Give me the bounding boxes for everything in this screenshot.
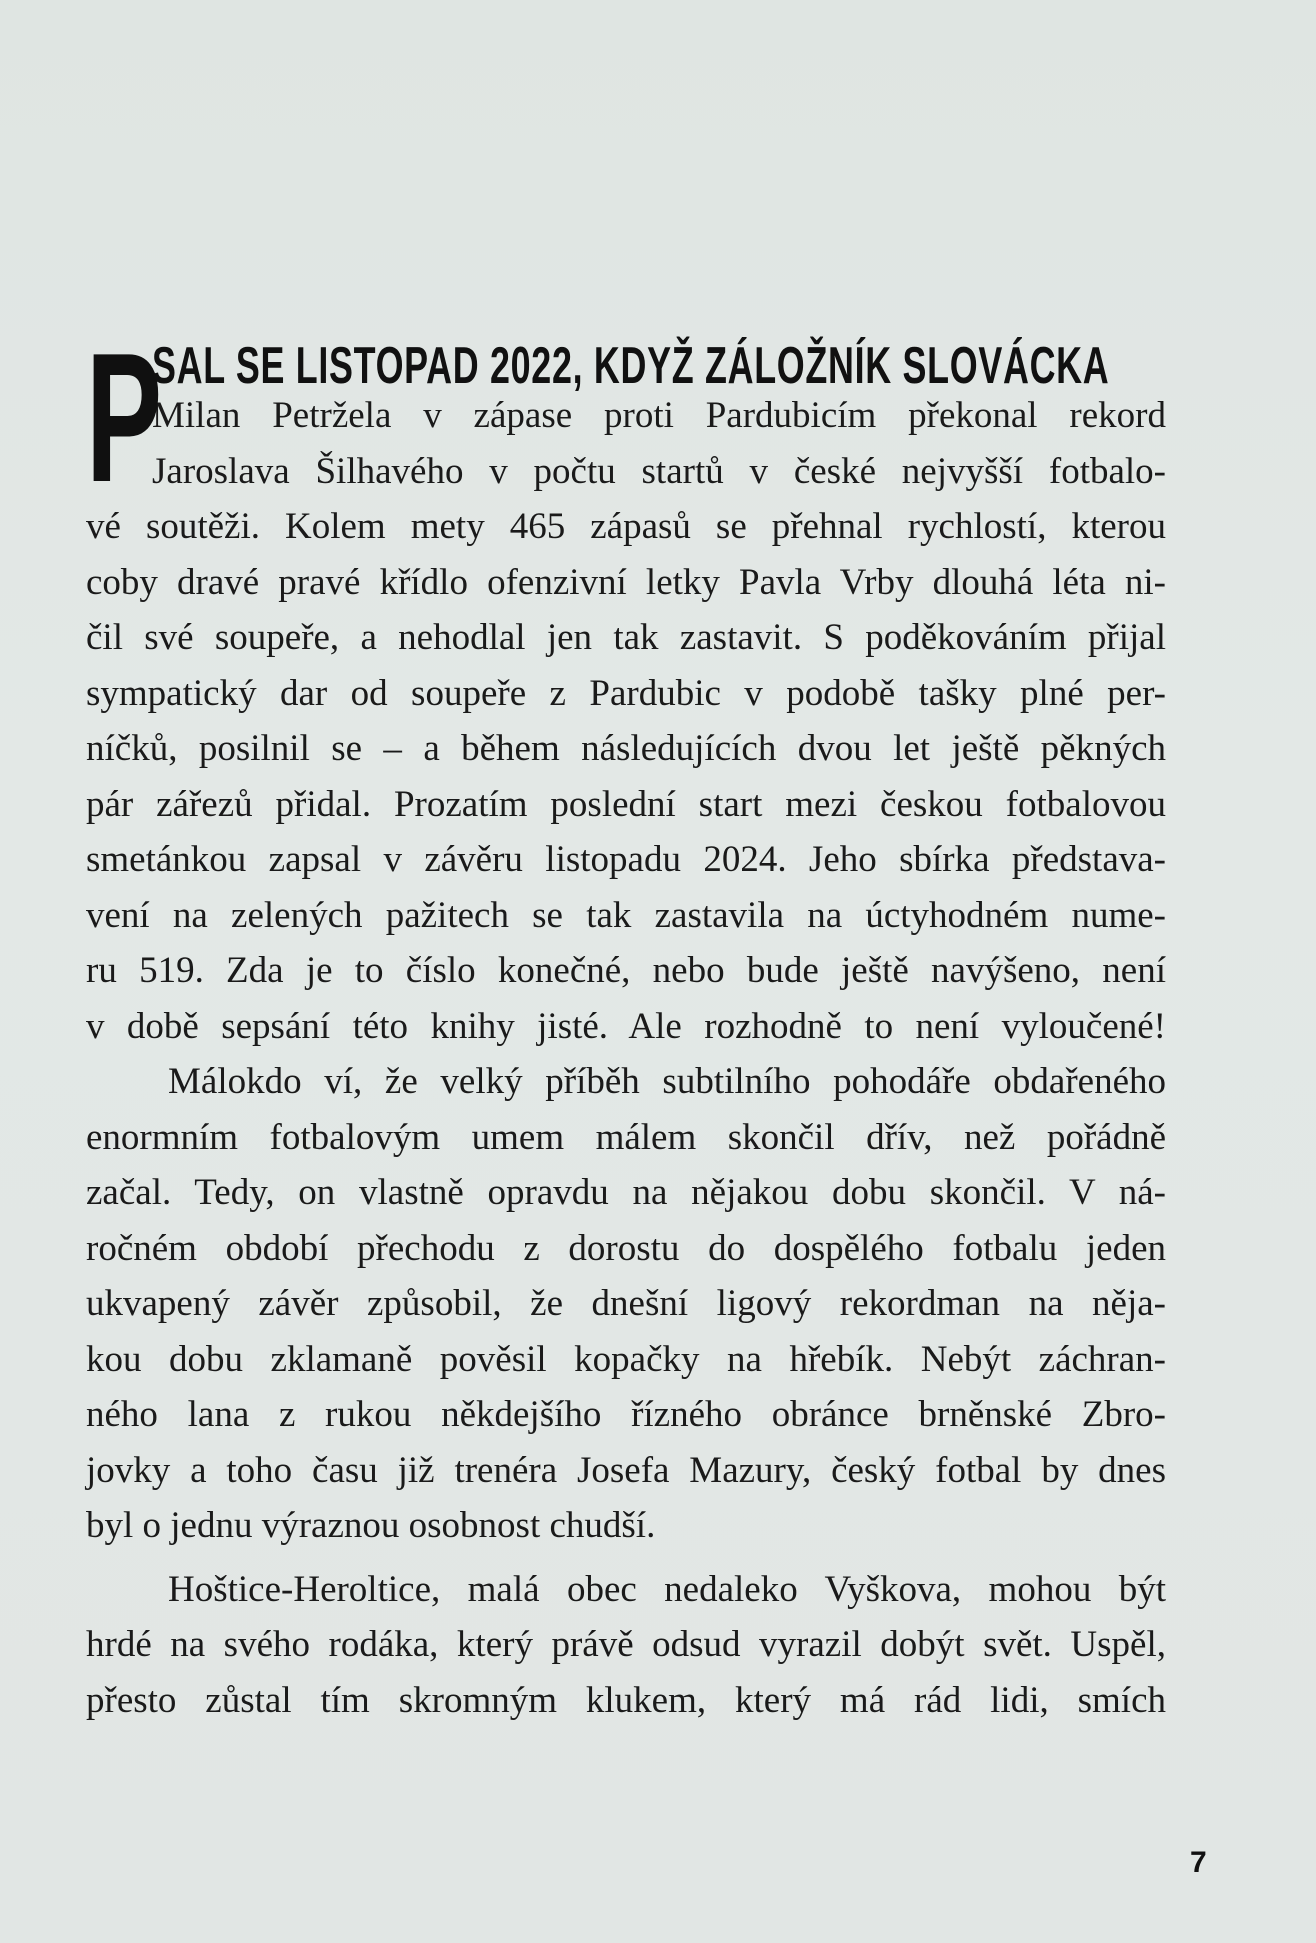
chapter-text — [86, 314, 1166, 1728]
text-line: ného lana z rukou někdejšího řízného obránce brněnské Zbro- — [86, 1394, 1166, 1435]
text-line: ročném období přechodu z dorostu do dospělého fotbalu jeden — [86, 1227, 1166, 1269]
text-line: ru 519. Zda je to číslo konečné, nebo bude ještě navýšeno, není — [86, 950, 1166, 991]
text-line: smetánkou zapsal v závěru listopadu 2024. Jeho sbírka představa- — [86, 839, 1166, 880]
drop-cap: P — [86, 314, 160, 520]
text-line: vé soutěži. Kolem mety 465 zápasů se přehnal rychlostí, kterou — [86, 506, 1166, 547]
text-line: coby dravé pravé křídlo ofenzivní letky Pavla Vrby dlouhá léta ni- — [86, 561, 1166, 603]
text-line: Milan Petržela v zápase proti Pardubicím překonal rekord — [152, 395, 1166, 436]
text-line: Hoštice-Heroltice, malá obec nedaleko Vyškova, mohou být — [168, 1568, 1166, 1610]
text-line: začal. Tedy, on vlastně opravdu na nějakou dobu skončil. V ná- — [86, 1172, 1166, 1213]
text-line: ukvapený závěr způsobil, že dnešní ligový rekordman na něja- — [86, 1283, 1166, 1324]
text-line: přesto zůstal tím skromným klukem, který má rád lidi, smích — [86, 1679, 1166, 1721]
text-line: Jaroslava Šilhavého v počtu startů v české nejvyšší fotbalo- — [152, 450, 1166, 492]
paragraph-2 — [86, 1054, 1166, 1554]
text-line: vení na zelených pažitech se tak zastavila na úctyhodném nume- — [86, 894, 1166, 936]
text-line: byl o jednu výraznou osobnost chudší. — [86, 1505, 656, 1546]
text-line: níčků, posilnil se – a během následujících dvou let ještě pěkných — [86, 728, 1166, 769]
text-line: pár zářezů přidal. Prozatím poslední start mezi českou fotbalovou — [86, 783, 1166, 825]
text-line: hrdé na svého rodáka, který právě odsud vyrazil dobýt svět. Uspěl, — [86, 1624, 1166, 1665]
paragraph-3 — [86, 1562, 1166, 1729]
text-line: kou dobu zklamaně pověsil kopačky na hřebík. Nebýt záchran- — [86, 1338, 1166, 1380]
page-number: 7 — [1190, 1846, 1207, 1879]
text-line: Málokdo ví, že velký příběh subtilního pohodáře obdařeného — [168, 1061, 1166, 1102]
text-line: čil své soupeře, a nehodlal jen tak zastavit. S poděkováním přijal — [86, 617, 1166, 658]
text-line: enormním fotbalovým umem málem skončil dřív, než pořádně — [86, 1116, 1166, 1158]
text-line: sympatický dar od soupeře z Pardubic v podobě tašky plné per- — [86, 672, 1166, 714]
text-line: jovky a toho času již trenéra Josefa Mazury, český fotbal by dnes — [86, 1449, 1166, 1491]
lead-in-caps: SAL SE LISTOPAD 2022, KDYŽ ZÁLOŽNÍK SLOVÁCKA — [152, 337, 1110, 395]
text-line: v době sepsání této knihy jisté. Ale rozhodně to není vyloučené! — [86, 1005, 1166, 1047]
paragraph-1 — [86, 388, 1166, 1054]
